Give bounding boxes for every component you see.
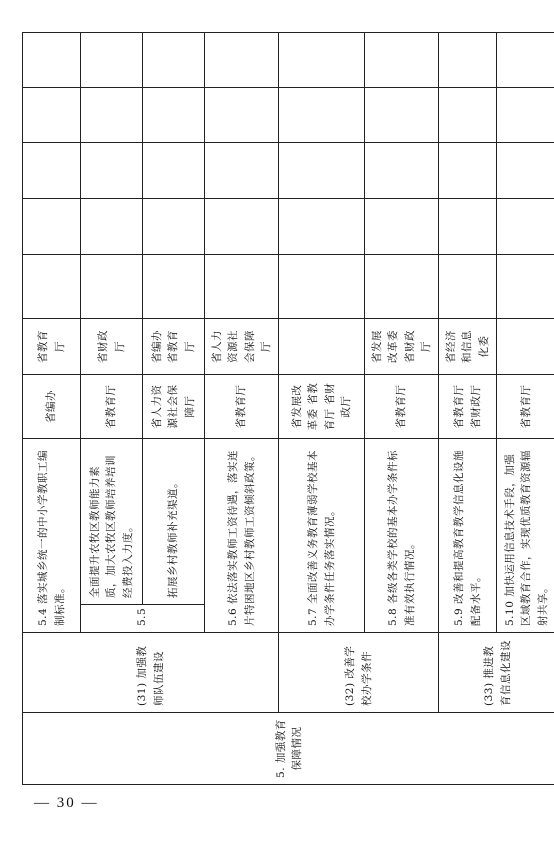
coop-dept-cell: 省编办 省教育厅 [143,318,205,374]
task-cell: 拓展乡村教师补充渠道。 [143,438,205,604]
coop-dept-cell [496,318,554,374]
blank-cell [205,87,279,142]
blank-cell [81,198,143,254]
task-cell: 5.10 加快运用信息技术手段，加强区域教育合作，实现优质教育资源辐射共享。 [496,438,554,632]
table-row [279,32,365,784]
task-cell: 5.7 全面改善义务教育薄弱学校基本办学条件任务落实情况。 [279,438,365,632]
blank-cell [81,32,143,87]
task-cell: 5.6 依法落实教师工资待遇，落实连片特困地区乡村教师工资倾斜政策。 [205,438,279,632]
lead-dept-cell: 省发展改革委 省教育厅 省财政厅 [279,374,365,438]
blank-cell [279,142,365,198]
table-row [439,32,497,784]
lead-dept-cell: 省编办 [23,374,81,438]
blank-cell [496,87,554,142]
blank-cell [439,254,497,318]
blank-cell [439,142,497,198]
lead-dept-cell: 省教育厅 [496,374,554,438]
blank-cell [143,198,205,254]
blank-cell [279,198,365,254]
blank-cell [81,254,143,318]
blank-cell [23,254,81,318]
task-cell: 5.8 各级各类学校的基本办学条件标准有效执行情况。 [365,438,439,632]
blank-cell [81,142,143,198]
blank-cell [439,198,497,254]
blank-cell [205,142,279,198]
coop-dept-cell: 省教育厅 [23,318,81,374]
lead-dept-cell: 省教育厅 省财政厅 [439,374,497,438]
blank-cell [496,142,554,198]
blank-cell [279,254,365,318]
blank-cell [205,254,279,318]
blank-cell [143,142,205,198]
blank-cell [439,87,497,142]
major-category-cell: 5. 加强教育保障情况 [23,713,554,785]
page-number: — 30 — [34,795,99,811]
blank-cell [205,32,279,87]
coop-dept-cell: 省发展改革委 省财政厅 [365,318,439,374]
blank-cell [365,142,439,198]
coop-dept-cell: 省财政厅 [81,318,143,374]
task-number-cell: 5.5 [81,605,205,633]
blank-cell [365,32,439,87]
blank-cell [23,87,81,142]
blank-cell [23,142,81,198]
table-row [23,32,81,784]
blank-cell [143,254,205,318]
blank-cell [496,198,554,254]
blank-cell [439,32,497,87]
blank-cell [143,32,205,87]
blank-cell [279,32,365,87]
group-cell: (32) 改善学校办学条件 [279,633,439,713]
blank-cell [496,32,554,87]
group-cell: (33) 推进教育信息化建设 [439,633,554,713]
blank-cell [365,254,439,318]
blank-cell [143,87,205,142]
coop-dept-cell: 省经济和信息化委 [439,318,497,374]
blank-cell [205,198,279,254]
coop-dept-cell [279,318,365,374]
blank-cell [23,198,81,254]
blank-cell [279,87,365,142]
task-cell: 5.4 落实城乡统一的中小学教职工编制标准。 [23,438,81,632]
coop-dept-cell: 省人力资源社会保障厅 [205,318,279,374]
blank-cell [365,87,439,142]
task-cell: 5.9 改善和提高教育教学信息化设施配备水平。 [439,438,497,632]
lead-dept-cell: 省教育厅 [81,374,143,438]
group-cell: (31) 加强教师队伍建设 [23,633,279,713]
blank-cell [81,87,143,142]
blank-cell [23,32,81,87]
task-cell: 全面提升农牧区教师能力素质，加大农牧区教师培养培训经费投入力度。 [81,438,143,604]
lead-dept-cell: 省教育厅 [205,374,279,438]
lead-dept-cell: 省教育厅 [365,374,439,438]
rotated-table-wrapper [22,33,549,785]
lead-dept-cell: 省人力资源社会保障厅 [143,374,205,438]
supervision-table [22,32,554,785]
blank-cell [365,198,439,254]
blank-cell [496,254,554,318]
